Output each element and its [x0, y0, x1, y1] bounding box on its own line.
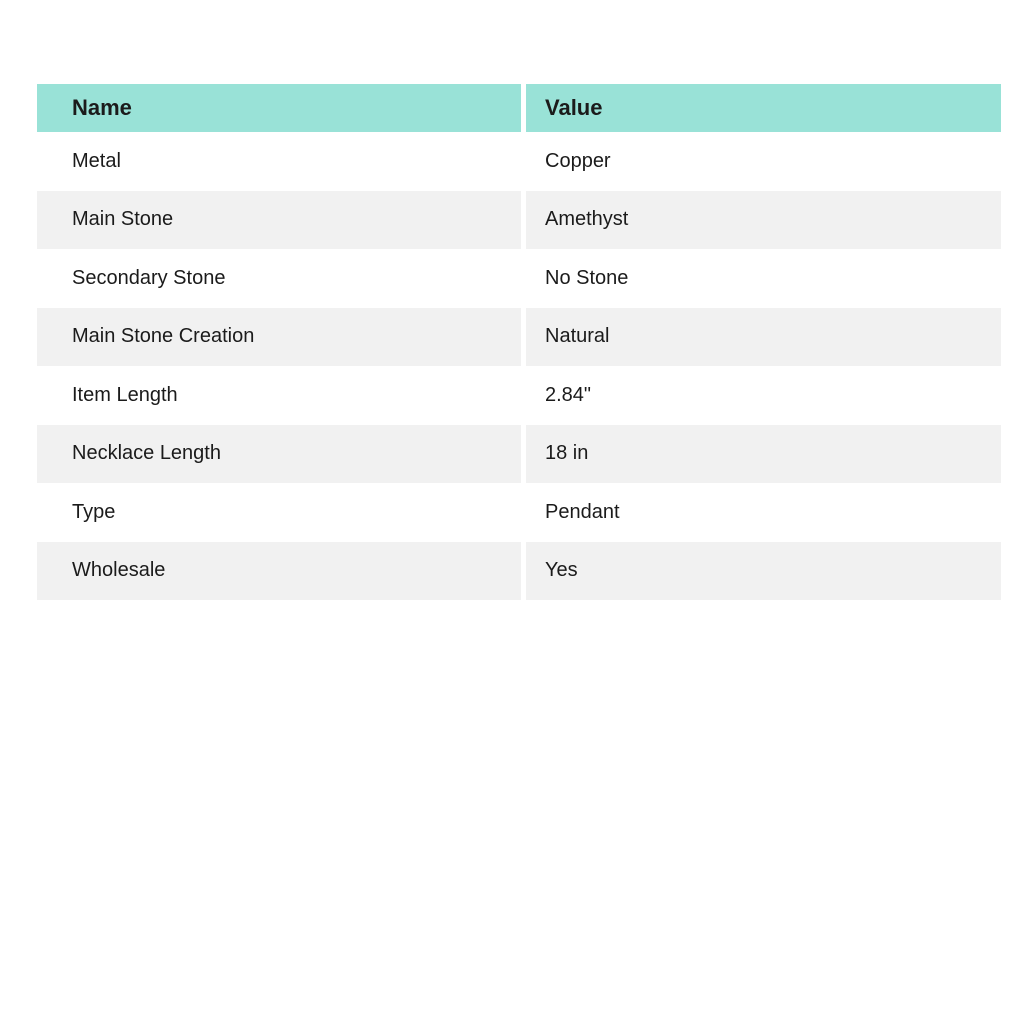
table-row: [37, 366, 1001, 425]
table-row: [37, 425, 1001, 484]
spec-value-cell: 2.84": [521, 366, 1001, 425]
table-row: [37, 132, 1001, 191]
spec-name-cell: Main Stone: [37, 191, 521, 250]
spec-name-cell: Main Stone Creation: [37, 308, 521, 367]
spec-name-cell: Type: [37, 483, 521, 542]
item-specifics-table: [37, 84, 1001, 600]
table-row: [37, 542, 1001, 601]
spec-name-cell: Item Length: [37, 366, 521, 425]
spec-name-cell: Necklace Length: [37, 425, 521, 484]
spec-value-cell: Pendant: [521, 483, 1001, 542]
spec-value-cell: 18 in: [521, 425, 1001, 484]
spec-value-cell: Copper: [521, 132, 1001, 191]
column-header-name: Name: [37, 84, 521, 132]
spec-value-cell: Amethyst: [521, 191, 1001, 250]
spec-name-cell: Secondary Stone: [37, 249, 521, 308]
spec-name-cell: Wholesale: [37, 542, 521, 601]
spec-value-cell: Yes: [521, 542, 1001, 601]
table-row: [37, 249, 1001, 308]
spec-name-cell: Metal: [37, 132, 521, 191]
spec-value-cell: No Stone: [521, 249, 1001, 308]
table-row: [37, 191, 1001, 250]
spec-value-cell: Natural: [521, 308, 1001, 367]
table-header-row: [37, 84, 1001, 132]
table-row: [37, 483, 1001, 542]
table-row: [37, 308, 1001, 367]
column-header-value: Value: [521, 84, 1001, 132]
item-specifics-panel: [37, 84, 1001, 600]
